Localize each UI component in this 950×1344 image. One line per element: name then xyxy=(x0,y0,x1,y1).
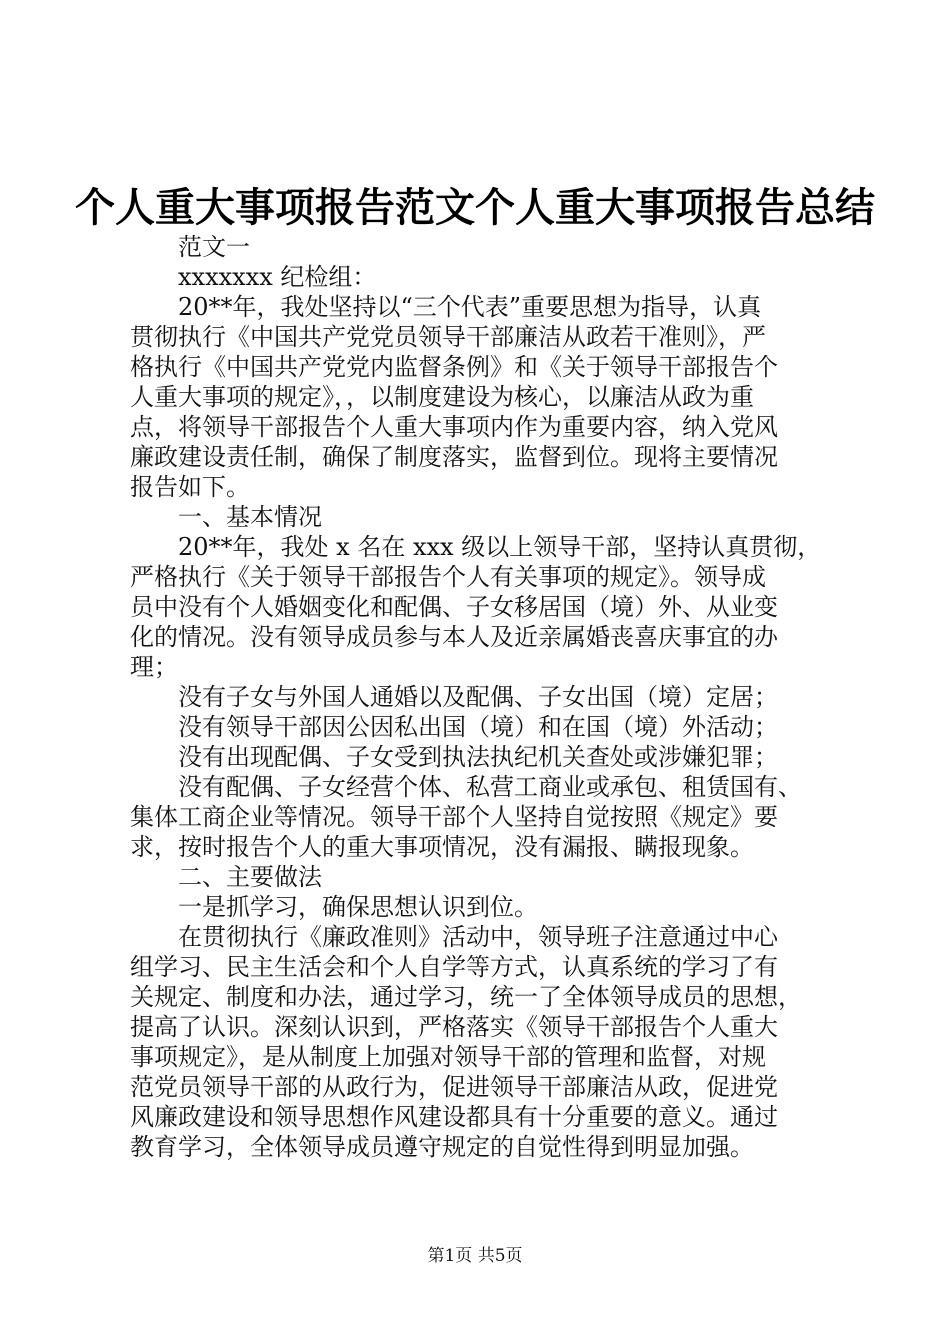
paragraph-line: 组学习、民主生活会和个人自学等方式，认真系统的学习了有 xyxy=(130,953,778,981)
paragraph-line: 报告如下。 xyxy=(130,473,250,501)
paragraph-line: 提高了认识。深刻认识到，严格落实《领导干部报告个人重大 xyxy=(130,1013,778,1041)
paragraph-line: 集体工商企业等情况。领导干部个人坚持自觉按照《规定》要 xyxy=(130,803,778,831)
paragraph-line: 员中没有个人婚姻变化和配偶、子女移居国（境）外、从业变 xyxy=(130,593,778,621)
paragraph-line: 求，按时报告个人的重大事项情况，没有漏报、瞒报现象。 xyxy=(130,833,754,861)
paragraph-line: 贯彻执行《中国共产党党员领导干部廉洁从政若干准则》，严 xyxy=(130,323,766,351)
paragraph-line: 二、主要做法 xyxy=(178,863,322,891)
paragraph-line: 廉政建设责任制，确保了制度落实，监督到位。现将主要情况 xyxy=(130,443,778,471)
paragraph-line: 理； xyxy=(130,653,178,681)
paragraph-line: 20**年，我处坚持以“三个代表”重要思想为指导，认真 xyxy=(178,293,762,321)
paragraph-line: 一是抓学习，确保思想认识到位。 xyxy=(178,893,538,921)
document-body xyxy=(130,232,830,1162)
paragraph-line: 20**年，我处 x 名在 xxx 级以上领导干部，坚持认真贯彻， xyxy=(178,533,822,561)
paragraph-line: 没有子女与外国人通婚以及配偶、子女出国（境）定居； xyxy=(178,683,778,711)
paragraph-line: 化的情况。没有领导成员参与本人及近亲属婚丧喜庆事宜的办 xyxy=(130,623,778,651)
paragraph-line: 严格执行《关于领导干部报告个人有关事项的规定》。领导成 xyxy=(130,563,766,591)
paragraph-line: 教育学习，全体领导成员遵守规定的自觉性得到明显加强。 xyxy=(130,1133,754,1161)
paragraph-line: 在贯彻执行《廉政准则》活动中，领导班子注意通过中心 xyxy=(178,923,778,951)
paragraph-line: 没有领导干部因公因私出国（境）和在国（境）外活动； xyxy=(178,713,778,741)
paragraph-line: 没有出现配偶、子女受到执法执纪机关查处或涉嫌犯罪； xyxy=(178,743,778,771)
paragraph-line: 人重大事项的规定》，，以制度建设为核心，以廉洁从政为重 xyxy=(130,383,754,411)
page-footer: 第1页 共5页 xyxy=(427,1246,523,1266)
paragraph-line: 格执行《中国共产党党内监督条例》和《关于领导干部报告个 xyxy=(130,353,778,381)
paragraph-line: 范党员领导干部的从政行为，促进领导干部廉洁从政，促进党 xyxy=(130,1073,778,1101)
paragraph-line: xxxxxxx 纪检组： xyxy=(178,263,377,291)
paragraph-line: 事项规定》，是从制度上加强对领导干部的管理和监督，对规 xyxy=(130,1043,766,1071)
document-title: 个人重大事项报告范文个人重大事项报告总结 xyxy=(75,185,875,231)
paragraph-line: 一、基本情况 xyxy=(178,503,322,531)
paragraph-line: 风廉政建设和领导思想作风建设都具有十分重要的意义。通过 xyxy=(130,1103,778,1131)
paragraph-line: 范文一 xyxy=(178,233,250,261)
paragraph-line: 关规定、制度和办法，通过学习，统一了全体领导成员的思想， xyxy=(130,983,802,1011)
paragraph-line: 点，将领导干部报告个人重大事项内作为重要内容，纳入党风 xyxy=(130,413,778,441)
paragraph-line: 没有配偶、子女经营个体、私营工商业或承包、租赁国有、 xyxy=(178,773,802,801)
